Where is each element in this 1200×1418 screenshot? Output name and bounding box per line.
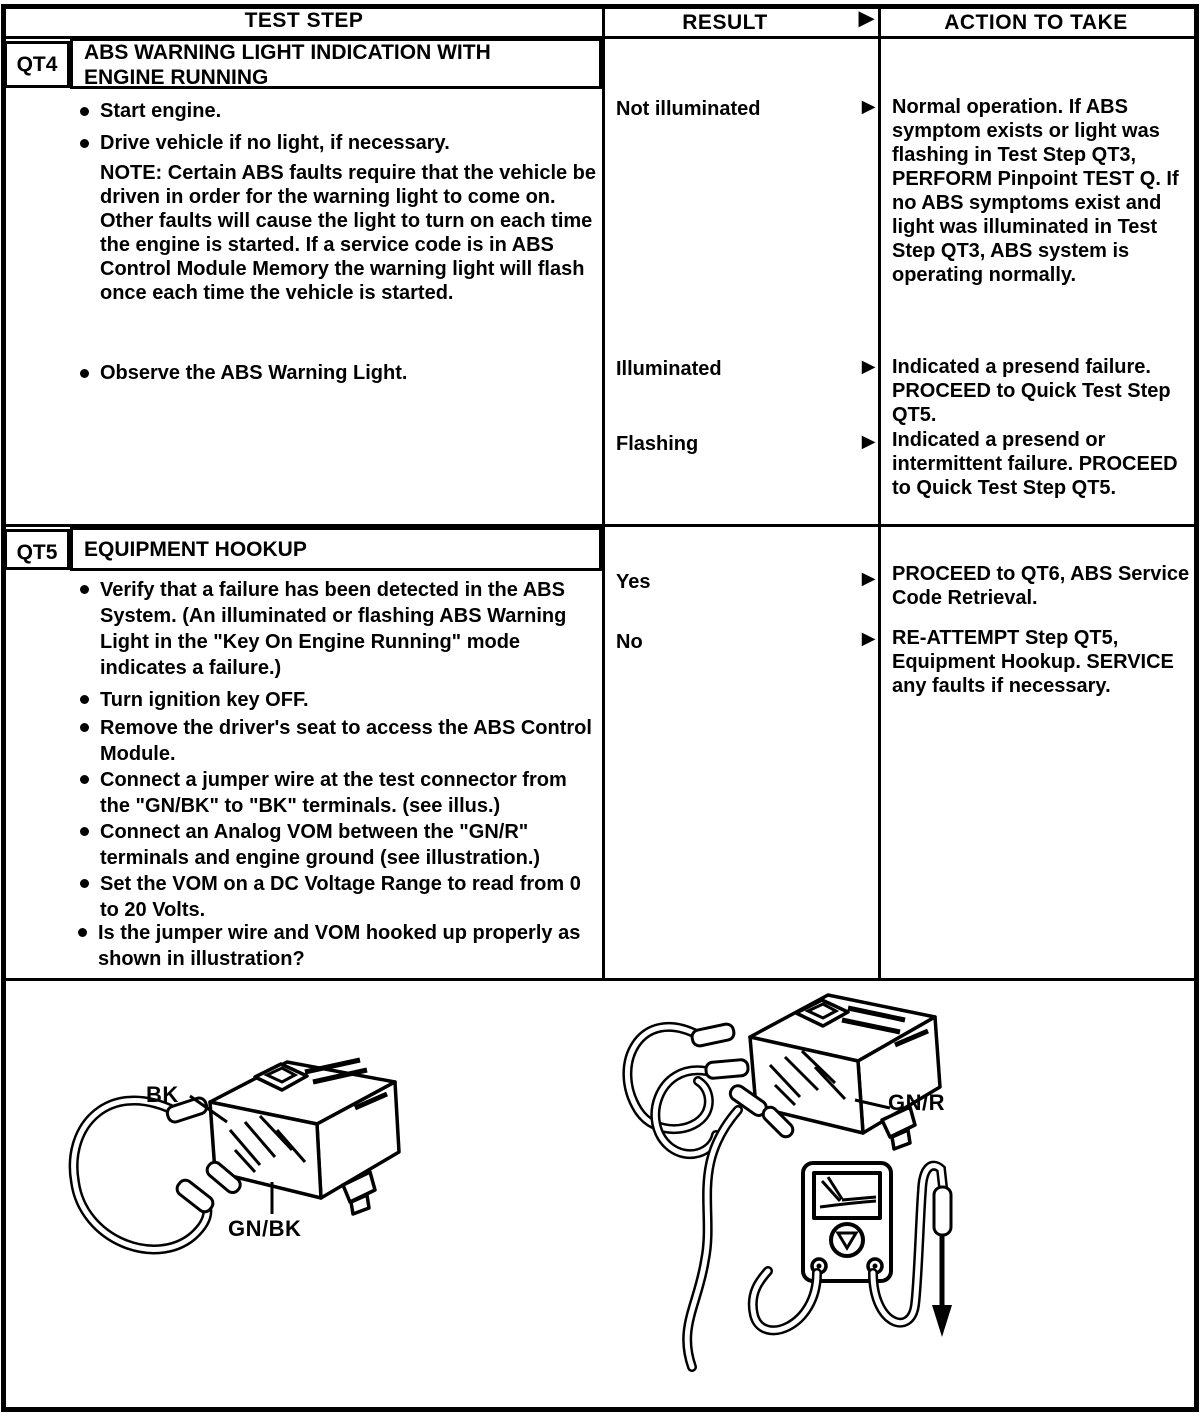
result-arrow-icon: ►: [857, 93, 880, 119]
action-text: Normal operation. If ABS symptom exists or light was flashing in Test Step QT3, PERFORM Pinpoint TEST Q. If no ABS symptoms exist and light was illuminated in Test Step QT3, ABS system is operating normally.: [892, 96, 1179, 286]
test-step-bullet: [80, 577, 595, 681]
note-paragraph: NOTE: Certain ABS faults require that the vehicle be driven in order for the warning light to come on. Other faults will cause the light to turn on each time the engine is started. If a service code is in ABS Control Module Memory the warning light will flash once each time the vehicle is started.: [100, 162, 597, 304]
qt5-step-id: QT5: [4, 529, 70, 570]
wire-label-bk: BK: [146, 1082, 179, 1107]
qt4-step-id: QT4: [4, 41, 70, 88]
bullet-text: Connect an Analog VOM between the "GN/R" terminals and engine ground (see illustration.): [100, 821, 541, 869]
test-step-bullet: [80, 715, 595, 767]
action-text: Indicated a presend failure. PROCEED to Quick Test Step QT5.: [892, 356, 1171, 426]
bullet-icon: [80, 827, 89, 836]
bullet-icon: [80, 107, 89, 116]
action-text: Indicated a presend or intermittent failure. PROCEED to Quick Test Step QT5.: [892, 429, 1178, 499]
result-label: Yes: [616, 571, 651, 593]
test-step-bullet: [80, 131, 590, 155]
bullet-text: Is the jumper wire and VOM hooked up properly as shown in illustration?: [98, 922, 581, 970]
bullet-icon: [80, 775, 89, 784]
header-test-step: TEST STEP: [244, 9, 364, 32]
result-label: Flashing: [616, 433, 699, 455]
result-arrow-icon: ►: [853, 3, 880, 33]
bullet-text: Start engine.: [100, 100, 222, 122]
action-text: RE-ATTEMPT Step QT5, Equipment Hookup. SERVICE any faults if necessary.: [892, 627, 1174, 697]
jumper-wire-connector-illustration: [55, 1030, 495, 1310]
bullet-icon: [80, 879, 89, 888]
column-divider-result: [602, 6, 605, 981]
result-arrow-icon: ►: [857, 625, 880, 651]
qt5-title: EQUIPMENT HOOKUP: [84, 538, 307, 561]
test-step-bullet: [80, 871, 595, 923]
result-arrow-icon: ►: [857, 353, 880, 379]
bullet-text: Connect a jumper wire at the test connector from the "GN/BK" to "BK" terminals. (see illus.): [100, 769, 567, 817]
result-label: Not illuminated: [616, 98, 761, 120]
test-step-bullet: [80, 361, 590, 385]
header-result: RESULT: [682, 11, 768, 34]
bullet-text: Observe the ABS Warning Light.: [100, 362, 408, 384]
header-action-to-take: ACTION TO TAKE: [944, 11, 1128, 34]
bullet-text: Turn ignition key OFF.: [100, 689, 309, 711]
wire-label-gn-r: GN/R: [888, 1090, 945, 1115]
test-step-bullet: [80, 767, 595, 819]
bullet-text: Set the VOM on a DC Voltage Range to read from 0 to 20 Volts.: [100, 873, 581, 921]
wire-label-gn-bk: GN/BK: [228, 1216, 302, 1241]
bullet-icon: [80, 723, 89, 732]
test-step-bullet: [80, 99, 590, 123]
bullet-icon: [80, 585, 89, 594]
bullet-text: Drive vehicle if no light, if necessary.: [100, 132, 450, 154]
column-divider-action: [878, 6, 881, 981]
test-step-bullet: [80, 819, 595, 871]
result-label: No: [616, 631, 643, 653]
bullet-icon: [80, 369, 89, 378]
bullet-text: Verify that a failure has been detected in the ABS System. (An illuminated or flashing ABS Warning Light in the "Key On Engine Running" mode indicates a failure.): [100, 579, 567, 679]
result-arrow-icon: ►: [857, 428, 880, 454]
result-label: Illuminated: [616, 358, 722, 380]
bullet-icon: [80, 139, 89, 148]
test-step-bullet: [80, 687, 595, 713]
bullet-icon: [78, 928, 87, 937]
vom-hookup-illustration: [610, 975, 1060, 1375]
bullet-text: Remove the driver's seat to access the ABS Control Module.: [100, 717, 592, 765]
result-arrow-icon: ►: [857, 565, 880, 591]
test-step-bullet: [78, 920, 600, 972]
qt4-title: ABS WARNING LIGHT INDICATION WITH ENGINE RUNNING: [84, 41, 491, 89]
action-text: PROCEED to QT6, ABS Service Code Retrieval.: [892, 563, 1190, 609]
bullet-icon: [80, 695, 89, 704]
